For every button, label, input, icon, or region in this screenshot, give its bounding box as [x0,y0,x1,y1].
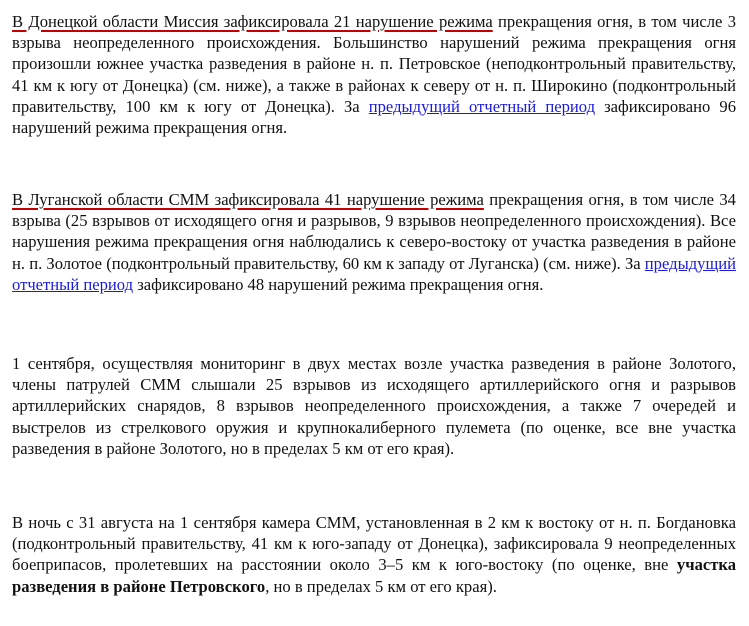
paragraph-text: зафиксировано 48 нарушений режима прекращения огня. [133,274,544,294]
highlighted-phrase: В Луганской области СММ зафиксировала 41 нарушение режима [12,190,484,209]
bold-phrase: участка разведения в районе Петровского [12,555,736,596]
paragraph-bohdanivka [12,512,736,597]
paragraph-text: прекращения огня, в том числе 3 взрыва неопределенного происхождения. Большинство нарушений режима прекращения огня произошли южнее участка разведения в районе н. п. Петровское (неподконтрольный правительству, 41 км к югу от Донецка) (см. ниже), а также в районах к северу от н. п. Широкино (подконтрольный правительству, 100 км к югу от Донецка). За [12,12,736,116]
paragraph-text: В ночь с 31 августа на 1 сентября камера СММ, установленная в 2 км к востоку от н. п. Богдановка (подконтрольный правительству, 41 км к юго-западу от Донецка), зафиксировала 9 неопределенных боеприпасов, пролетевших на расстоянии около 3–5 км к юго-востоку (по оценке, вне [12,513,736,575]
paragraph-text: зафиксировано 96 нарушений режима прекращения огня. [12,96,736,138]
paragraph-zolote [12,353,736,459]
paragraph-luhansk [12,189,736,295]
paragraph-text: , но в пределах 5 км от его края). [265,576,497,596]
paragraph-text: 1 сентября, осуществляя мониторинг в двух местах возле участка разведения в районе Золотого, члены патрулей СММ слышали 25 взрывов из исходящего артиллерийского огня и разрывов артиллерийских снарядов, 8 взрывов неопределенного происхождения, а также 7 очередей и выстрелов из стрелкового оружия и крупнокалиберного пулемета (по оценке, все вне участка разведения в районе Золотого, но в пределах 5 км от его края). [12,354,736,458]
previous-period-link[interactable]: предыдущий отчетный период [368,96,596,116]
paragraph-text: прекращения огня, в том числе 34 взрыва (25 взрывов от исходящего огня и разрывов, 9 взрывов неопределенного происхождения). Все нарушения режима прекращения огня наблюдались к северо-востоку от участка разведения в районе н. п. Золотое (подконтрольный правительству, 60 км к западу от Луганска) (см. ниже). За [12,190,736,273]
highlighted-phrase: В Донецкой области Миссия зафиксировала 21 нарушение режима [12,12,493,31]
paragraph-donetsk [12,11,736,138]
previous-period-link[interactable]: предыдущий отчетный период [12,253,736,294]
